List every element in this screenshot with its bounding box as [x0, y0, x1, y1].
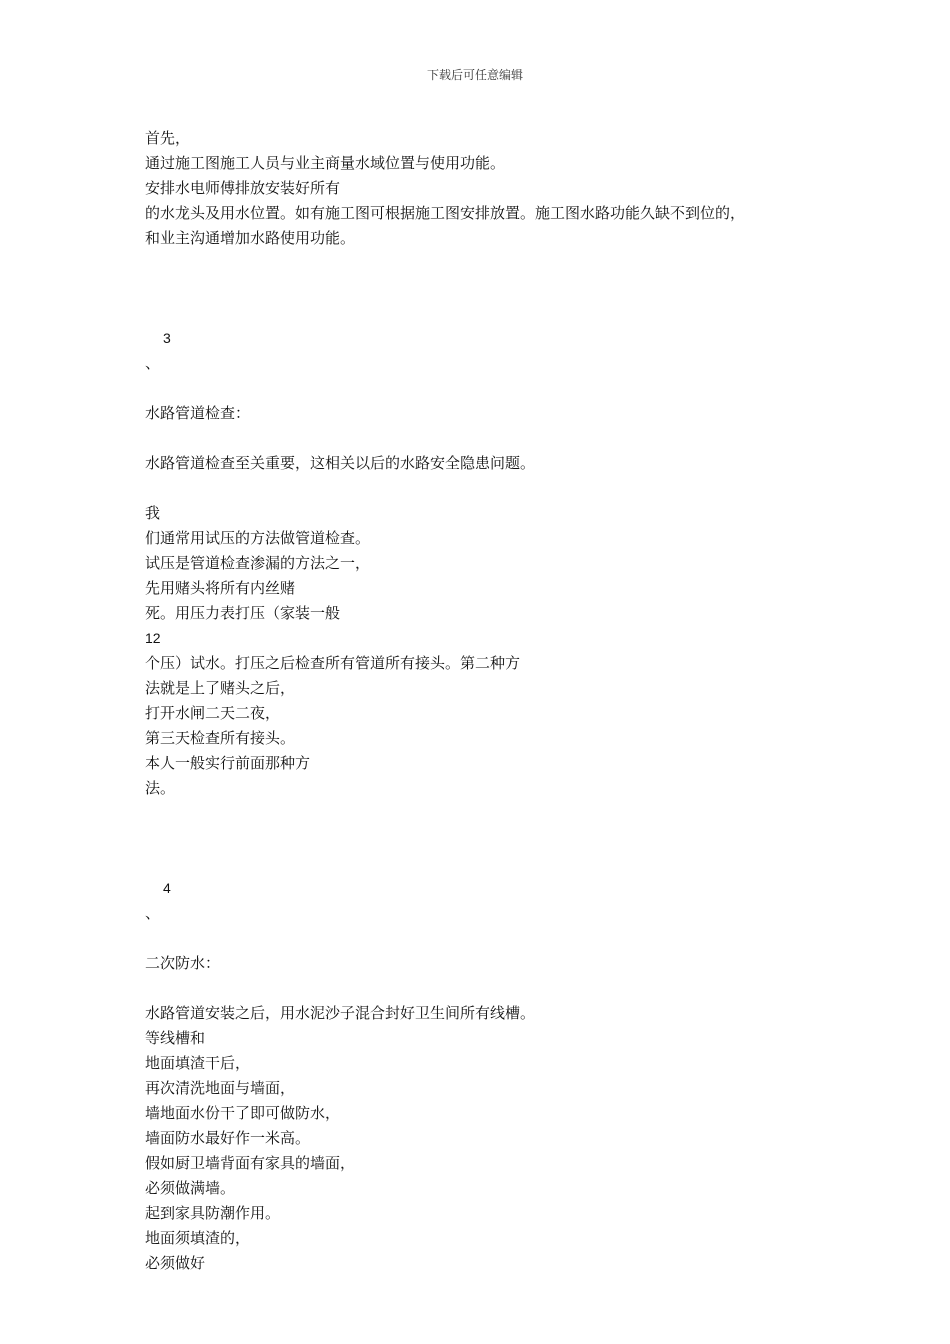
page-header: 下载后可任意编辑	[426, 68, 523, 82]
text-line: 墙地面水份干了即可做防水，	[145, 1104, 341, 1122]
text-line: 个压）试水。打压之后检查所有管道所有接头。第二种方	[145, 654, 521, 672]
spacer	[145, 376, 825, 401]
section-title: 二次防水：	[145, 954, 221, 972]
spacer	[145, 251, 825, 301]
intro-paragraph	[145, 126, 825, 251]
spacer	[145, 976, 825, 1001]
text-line: 和业主沟通增加水路使用功能。	[145, 229, 356, 247]
section-number: 3	[163, 330, 171, 346]
text-line: 等线槽和	[145, 1029, 206, 1047]
text-line: 12	[145, 630, 161, 646]
section-summary: 水路管道检查至关重要，这相关以后的水路安全隐患问题。	[145, 454, 536, 472]
text-line: 死。用压力表打压（家装一般	[145, 604, 341, 622]
text-line: 法就是上了赌头之后，	[145, 679, 296, 697]
text-line: 墙面防水最好作一米高。	[145, 1129, 311, 1147]
text-line: 再次清洗地面与墙面，	[145, 1079, 296, 1097]
text-line: 必须做好	[145, 1254, 206, 1272]
text-line: 假如厨卫墙背面有家具的墙面，	[145, 1154, 356, 1172]
spacer	[145, 476, 825, 501]
spacer	[145, 301, 825, 326]
text-line: 起到家具防潮作用。	[145, 1204, 281, 1222]
text-line: 第三天检查所有接头。	[145, 729, 296, 747]
text-line: 先用赌头将所有内丝赌	[145, 579, 296, 597]
section-title: 水路管道检查：	[145, 404, 251, 422]
spacer	[145, 801, 825, 851]
text-line: 必须做满墙。	[145, 1179, 236, 1197]
text-line: 试压是管道检查渗漏的方法之一，	[145, 554, 371, 572]
spacer	[145, 426, 825, 451]
text-line: 打开水闸二天二夜，	[145, 704, 281, 722]
text-line: 通过施工图施工人员与业主商量水域位置与使用功能。	[145, 154, 506, 172]
section-3	[145, 326, 825, 801]
text-line: 地面填渣干后，	[145, 1054, 251, 1072]
text-line: 我	[145, 504, 161, 522]
text-line: 首先，	[145, 129, 191, 147]
text-line: 安排水电师傅排放安装好所有	[145, 179, 341, 197]
text-line: 法。	[145, 779, 176, 797]
section-number-mark: 、	[145, 904, 161, 922]
text-line: 水路管道安装之后，用水泥沙子混合封好卫生间所有线槽。	[145, 1004, 536, 1022]
section-number: 4	[163, 880, 171, 896]
text-line: 本人一般实行前面那种方	[145, 754, 311, 772]
section-number-mark: 、	[145, 354, 161, 372]
spacer	[145, 926, 825, 951]
spacer	[145, 851, 825, 876]
text-line: 们通常用试压的方法做管道检查。	[145, 529, 371, 547]
document-body	[145, 126, 825, 1276]
section-4	[145, 876, 825, 1276]
text-line: 地面须填渣的，	[145, 1229, 251, 1247]
text-line: 的水龙头及用水位置。如有施工图可根据施工图安排放置。施工图水路功能久缺不到位的，	[145, 204, 746, 222]
